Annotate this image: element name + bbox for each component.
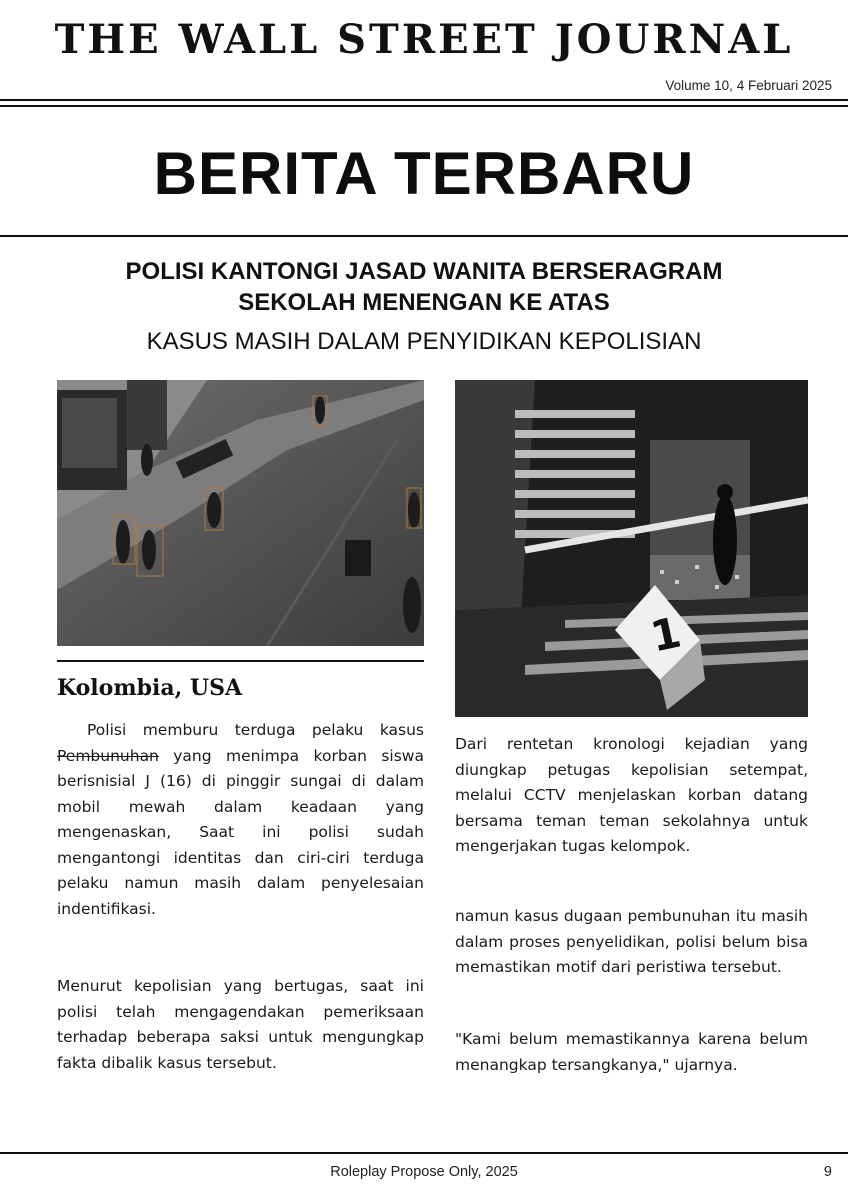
footer-rule	[0, 1152, 848, 1154]
struck-word: Pembunuhan	[57, 746, 159, 765]
column-rule	[57, 660, 424, 662]
paragraph-1-rest: yang menimpa korban siswa berisnisial J (16) di pinggir sungai di dalam mobil mewah dalam keadaan yang mengenaskan, Saat ini polisi sudah mengantongi identitas dan ciri-ciri terduga pelaku namun masih dalam penyelesaian indentifikasi.	[57, 746, 424, 918]
article-paragraph-4: namun kasus dugaan pembunuhan itu masih dalam proses penyelidikan, polisi belum bisa memastikan motif dari peristiwa tersebut.	[455, 907, 808, 976]
masthead-rule-bottom	[0, 105, 848, 107]
article-quote: "Kami belum memastikannya karena belum menangkap tersangkanya," ujarnya.	[455, 1030, 808, 1074]
masthead-title: THE WALL STREET JOURNAL	[54, 16, 794, 63]
evidence-marker-number: 1	[646, 607, 686, 662]
footer-text: Roleplay Propose Only, 2025	[330, 1164, 518, 1180]
page-number: 9	[823, 1164, 832, 1180]
masthead-rule-top	[0, 99, 848, 101]
headline-subline: KASUS MASIH DALAM PENYIDIKAN KEPOLISIAN	[146, 328, 702, 355]
cctv-street-photo	[57, 380, 424, 646]
article-paragraph-3: Dari rentetan kronologi kejadian yang diungkap petugas kepolisian setempat, melalui CCTV menjelaskan korban datang bersama teman teman sekolahnya untuk mengerjakan tugas kelompok.	[455, 735, 808, 855]
section-rule	[0, 235, 848, 237]
article-paragraph-1	[57, 718, 424, 922]
paragraph-1-intro: Polisi memburu terduga pelaku kasus	[87, 721, 424, 739]
headline-line-1: POLISI KANTONGI JASAD WANITA BERSERAGRAM	[125, 258, 723, 285]
crime-scene-photo	[455, 380, 808, 717]
volume-date: Volume 10, 4 Februari 2025	[665, 78, 832, 93]
article-location: Kolombia, USA	[57, 675, 243, 701]
article-paragraph-2: Menurut kepolisian yang bertugas, saat ini polisi telah mengagendakan pemeriksaan terhadap beberapa saksi untuk mengungkap fakta dibalik kasus tersebut.	[57, 977, 424, 1072]
section-title: BERITA TERBARU	[153, 140, 695, 207]
headline-line-2: SEKOLAH MENENGAN KE ATAS	[238, 289, 610, 316]
